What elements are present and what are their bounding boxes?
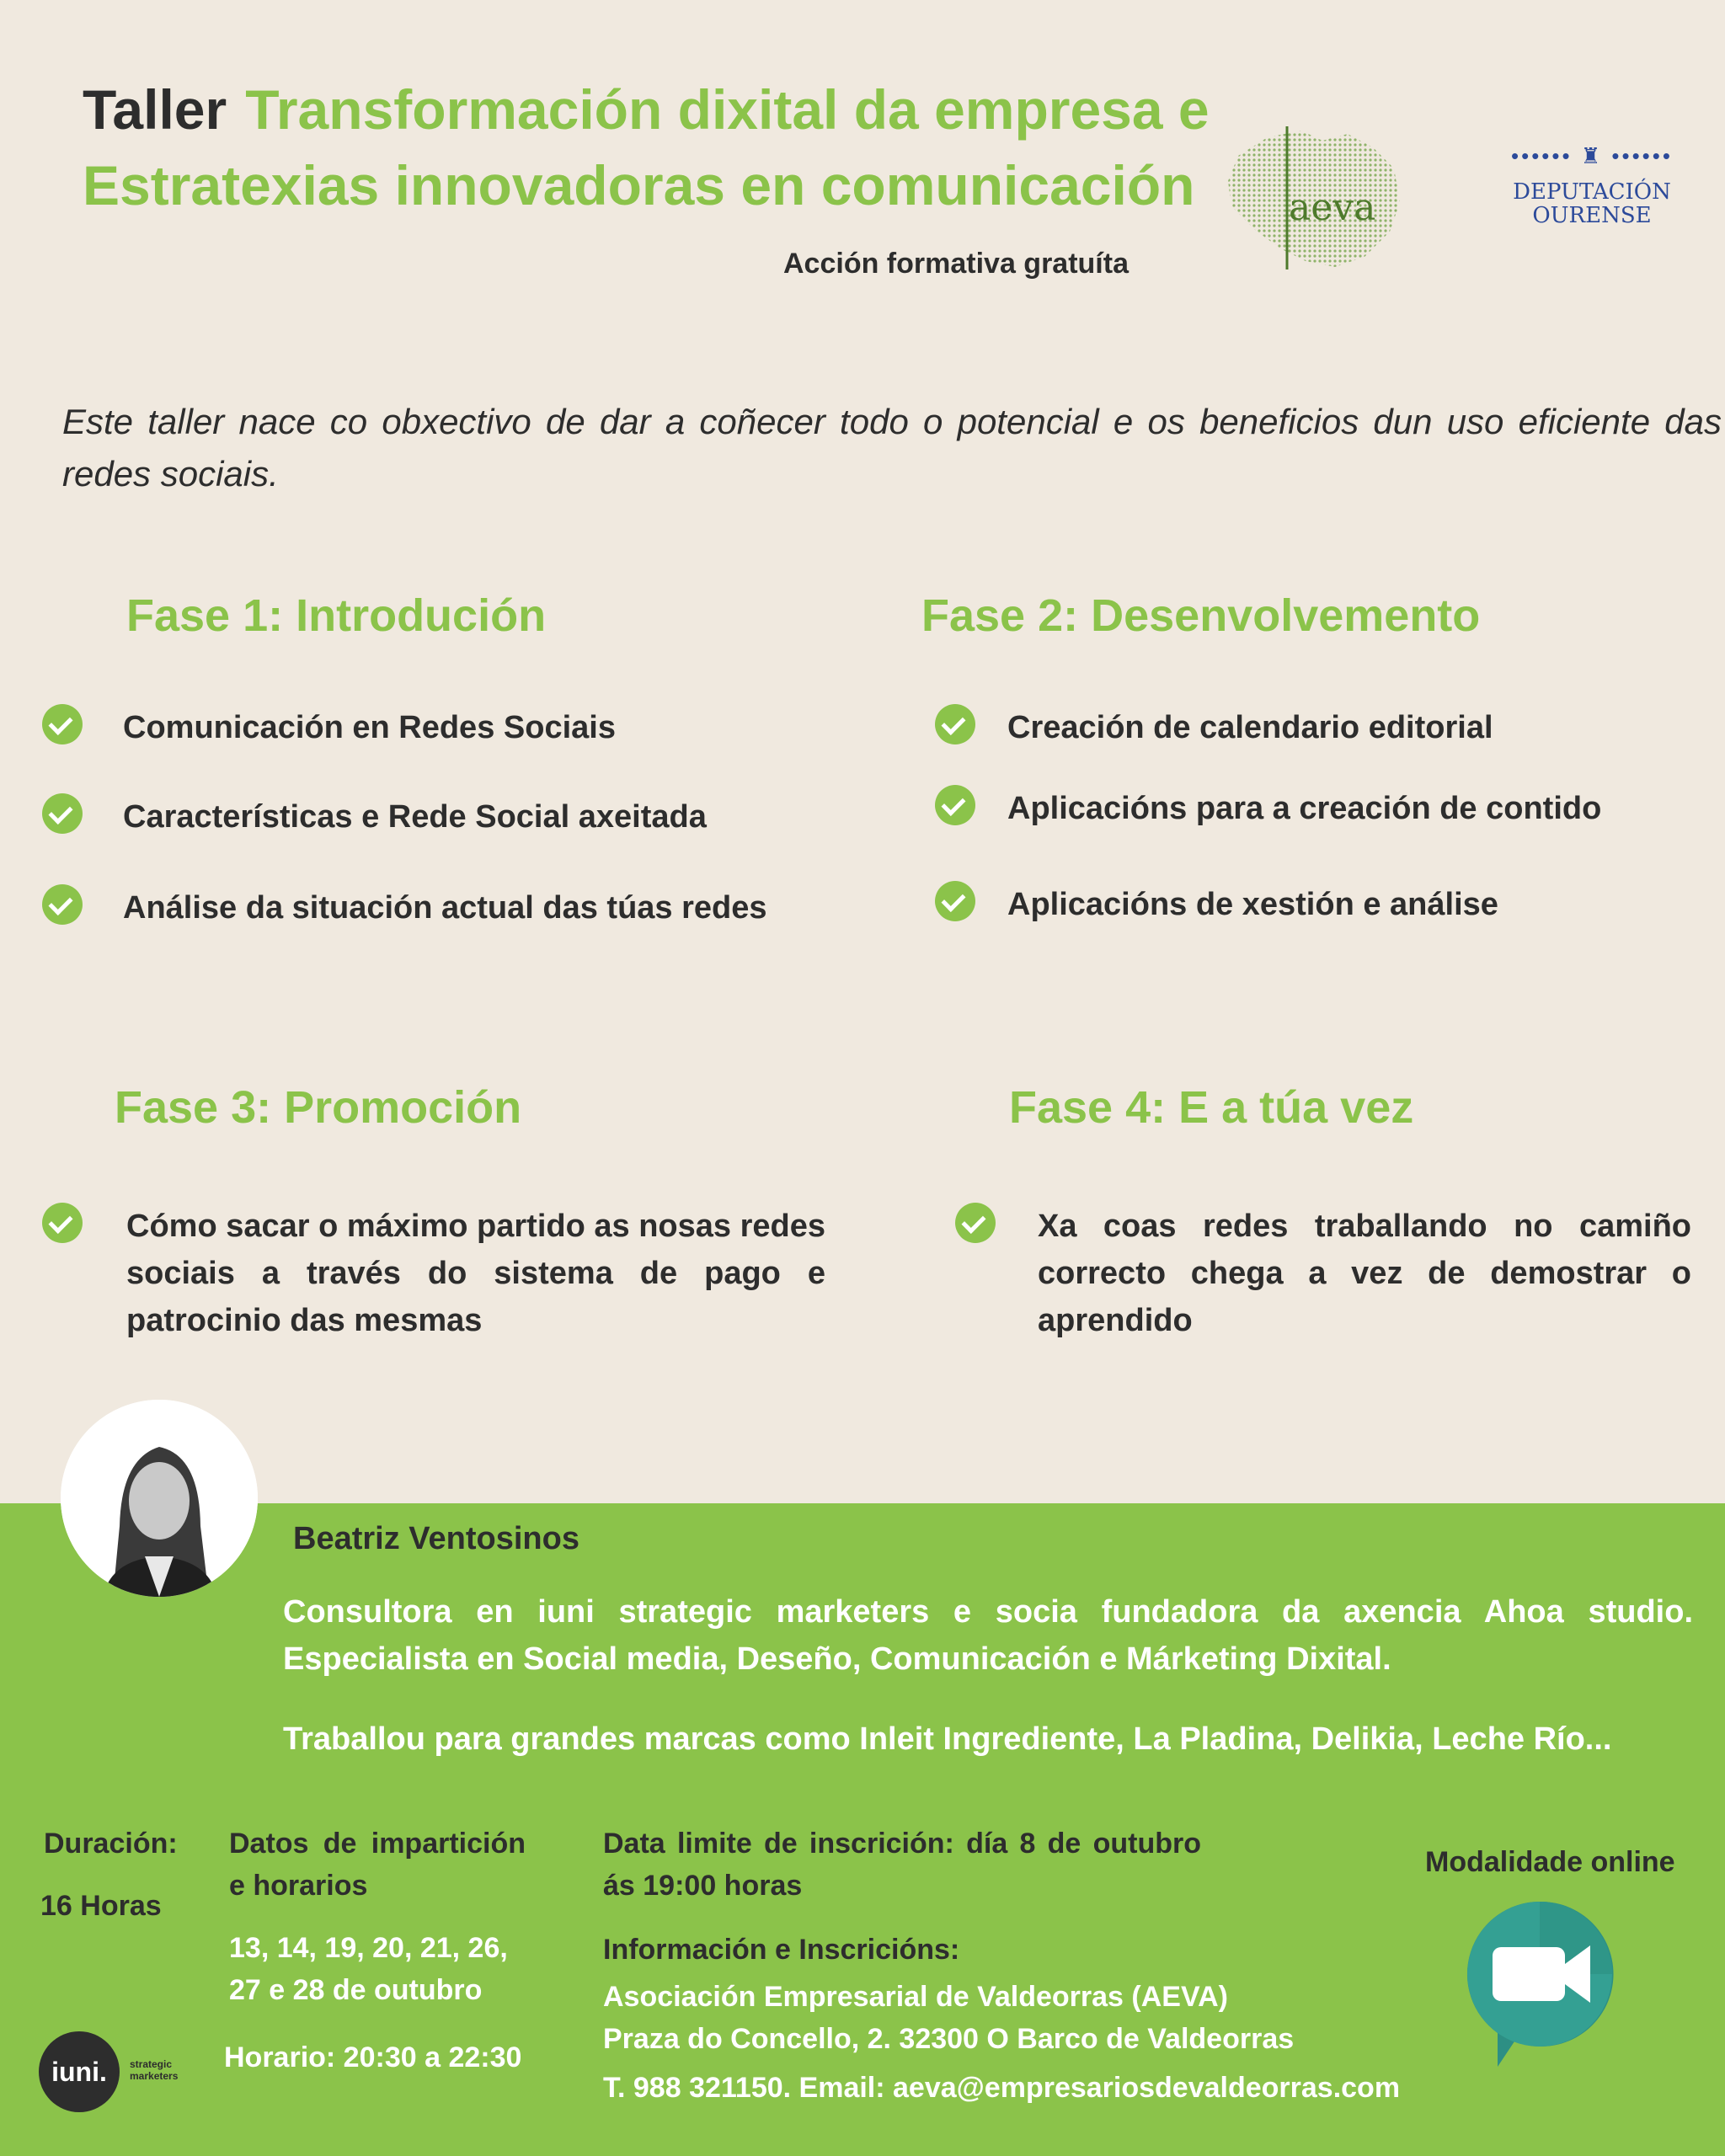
deputacion-line-1: DEPUTACIÓN — [1513, 179, 1671, 205]
check-icon — [42, 1203, 83, 1243]
phase-3-item — [42, 1203, 825, 1344]
phase-1-item — [42, 884, 767, 931]
duration-label: Duración: — [44, 1828, 178, 1860]
iuni-logo — [39, 2031, 190, 2112]
deputacion-line-2: OURENSE — [1532, 203, 1652, 228]
title-line-1 — [83, 76, 1210, 143]
subtitle: Acción formativa gratuíta — [783, 248, 1129, 280]
deadline-line-2: ás 19:00 horas — [603, 1870, 803, 1902]
iuni-tagline — [130, 2058, 178, 2082]
phase-3-title: Fase 3: Promoción — [115, 1082, 522, 1133]
schedule-label-2: e horarios — [229, 1870, 368, 1902]
speaker-photo-icon — [61, 1400, 258, 1597]
phase-4-title: Fase 4: E a túa vez — [1009, 1082, 1414, 1133]
speaker-bio: Consultora en iuni strategic marketers e socia fundadora da axencia Ahoa studio. Especialista en Social media, Deseño, Comunicación e Márketing Dixital. — [283, 1594, 1693, 1677]
iuni-logo-mark: iuni. — [39, 2031, 120, 2112]
phase-2-item — [935, 881, 1498, 928]
phase-2-item-text: Aplicacións de xestión e análise — [1007, 887, 1498, 922]
video-meeting-icon — [1464, 1898, 1616, 2070]
title-taller: Taller — [83, 78, 227, 141]
check-icon — [42, 704, 83, 744]
phase-1-item — [42, 704, 616, 751]
title-line-2: Estratexias innovadoras en comunicación — [83, 154, 1195, 216]
speaker-avatar — [61, 1400, 258, 1597]
phase-2-item-text: Aplicacións para a creación de contido — [1007, 791, 1602, 826]
registration-label: Información e Inscricións: — [603, 1934, 960, 1966]
schedule-label-1: Datos de impartición — [229, 1828, 526, 1860]
schedule-dates-2: 27 e 28 de outubro — [229, 1974, 483, 2006]
schedule-hours: Horario: 20:30 a 22:30 — [224, 2041, 522, 2073]
phase-4-item — [955, 1203, 1691, 1344]
organization-address: Praza do Concello, 2. 32300 O Barco de Valdeorras — [603, 2023, 1295, 2055]
phase-2-item — [935, 704, 1493, 751]
deputacion-logo — [1508, 143, 1676, 270]
phase-1-item — [42, 793, 707, 841]
phase-1-title: Fase 1: Introdución — [126, 590, 547, 641]
iuni-tagline-2: marketers — [130, 2070, 179, 2082]
phase-1-item-text: Análise da situación actual das túas redes — [123, 890, 767, 926]
speaker-name: Beatriz Ventosinos — [293, 1521, 579, 1556]
speaker-brands: Traballou para grandes marcas como Inleit Ingrediente, La Pladina, Delikia, Leche Río... — [283, 1721, 1612, 1757]
crest-icon: •••••• ♜ •••••• — [1511, 143, 1673, 168]
schedule-dates-1: 13, 14, 19, 20, 21, 26, — [229, 1932, 508, 1964]
phase-2-title: Fase 2: Desenvolvemento — [921, 590, 1481, 641]
check-icon — [42, 884, 83, 925]
aeva-logo-text: aeva — [1289, 186, 1376, 229]
intro-text: Este taller nace co obxectivo de dar a coñecer todo o potencial e os beneficios dun uso eficiente das redes sociais. — [62, 402, 1722, 494]
iuni-tagline-1: strategic — [130, 2058, 173, 2070]
deadline-line-1: Data limite de inscrición: día 8 de outubro — [603, 1828, 1201, 1860]
check-icon — [935, 704, 975, 744]
check-icon — [42, 793, 83, 834]
check-icon — [935, 785, 975, 825]
organization-name: Asociación Empresarial de Valdeorras (AEVA) — [603, 1981, 1228, 2013]
phase-2-item — [935, 785, 1601, 832]
check-icon — [935, 881, 975, 921]
phase-1-item-text: Comunicación en Redes Sociais — [123, 710, 616, 745]
organization-contact: T. 988 321150. Email: aeva@empresariosdevaldeorras.com — [603, 2072, 1401, 2104]
check-icon — [955, 1203, 996, 1243]
phase-2-item-text: Creación de calendario editorial — [1007, 710, 1493, 745]
modality-label: Modalidade online — [1425, 1846, 1675, 1878]
title-part-1: Transformación dixital da empresa e — [245, 78, 1210, 141]
phase-4-item-text: Xa coas redes traballando no camiño correcto chega a vez de demostrar o aprendido — [1038, 1209, 1691, 1338]
phase-1-item-text: Características e Rede Social axeitada — [123, 799, 707, 835]
phase-3-item-text: Cómo sacar o máximo partido as nosas redes sociais a través do sistema de pago e patrocinio das mesmas — [126, 1209, 825, 1338]
aeva-logo — [1221, 122, 1407, 274]
duration-value: 16 Horas — [40, 1890, 162, 1922]
